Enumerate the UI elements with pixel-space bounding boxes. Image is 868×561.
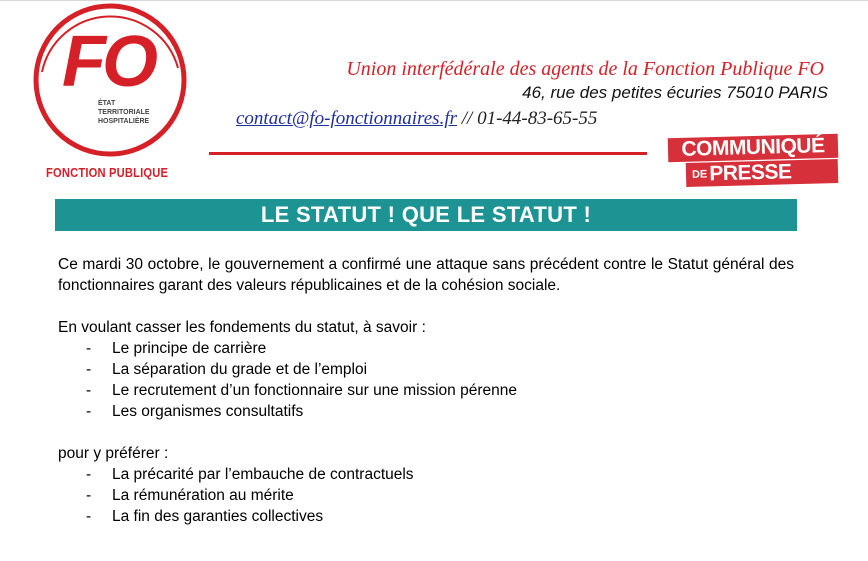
fo-logo [28,2,188,182]
list-item: - La rémunération au mérite [58,485,794,506]
list-item: - Les organismes consultatifs [58,401,794,422]
list-statut-fondements [58,338,794,422]
list-item: - La séparation du grade et de l’emploi [58,359,794,380]
list-item: - La précarité par l’embauche de contractuels [58,464,794,485]
document-body [58,254,794,548]
logo-caption: FONCTION PUBLIQUE [46,165,169,180]
lead-paragraph-2: pour y préférer : [58,445,169,462]
badge-de-presse [686,159,839,187]
logo-subline-1: ÉTAT [98,100,116,107]
contact-line [236,108,597,130]
document-title: LE STATUT ! QUE LE STATUT ! [55,199,797,231]
list-preferences [58,464,794,527]
lead-paragraph-1: En voulant casser les fondements du statut, à savoir : [58,319,426,336]
logo-letters: FO [62,22,154,102]
badge-de: DE [691,168,708,181]
union-name: Union interfédérale des agents de la Fonction Publique FO [346,58,824,80]
logo-subline-2: TERRITORIALE [98,109,150,116]
communique-badge [666,133,842,189]
list-item: - La fin des garanties collectives [58,506,794,527]
email-link[interactable]: contact@fo-fonctionnaires.fr [236,108,457,129]
header-divider [209,152,647,155]
badge-communique: COMMUNIQUÉ [668,134,839,162]
address: 46, rue des petites écuries 75010 PARIS [522,83,828,102]
top-border [0,0,868,1]
list-item: - Le principe de carrière [58,338,794,359]
contact-separator: // [457,108,478,129]
list-item: - Le recrutement d’un fonctionnaire sur une mission pérenne [58,380,794,401]
badge-presse: PRESSE [708,160,792,186]
logo-subline-3: HOSPITALIÈRE [98,118,150,125]
phone-number: 01-44-83-65-55 [477,108,598,129]
intro-paragraph: Ce mardi 30 octobre, le gouvernement a confirmé une attaque sans précédent contre le Statut général des fonctionnaires garant des valeurs républicaines et de la cohésion sociale. [58,256,794,294]
